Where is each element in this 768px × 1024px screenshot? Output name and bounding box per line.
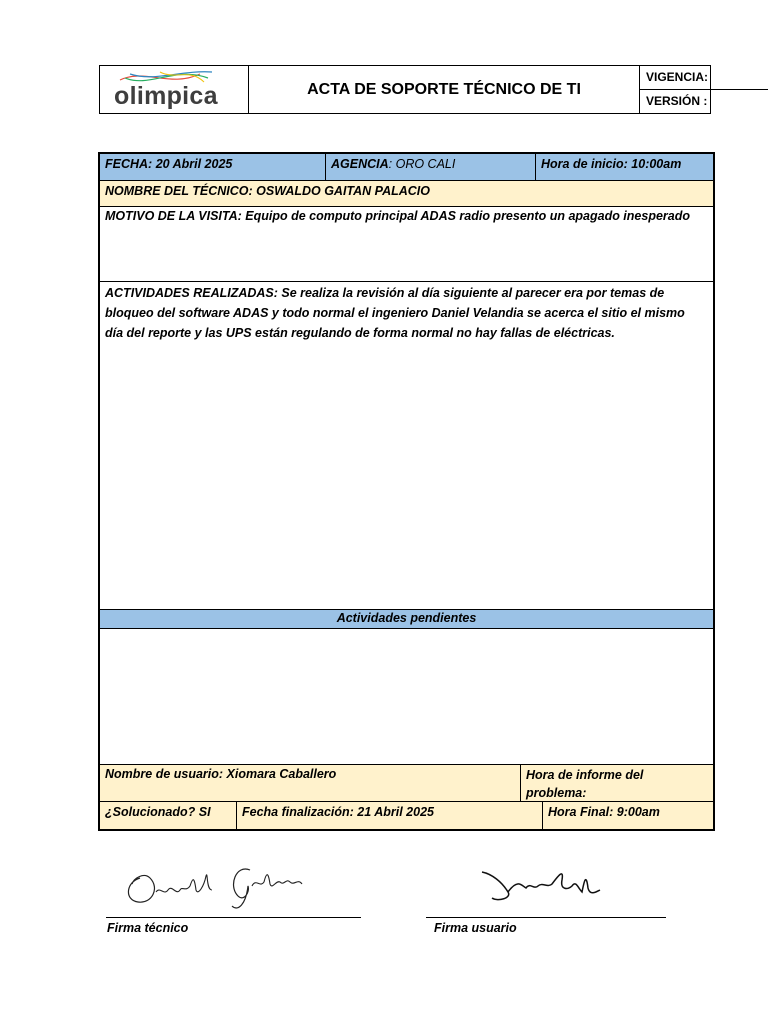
usuario-signature-line xyxy=(426,917,666,918)
vigencia-label: VIGENCIA: xyxy=(640,66,768,90)
hora-final-field: Hora Final: 9:00am xyxy=(542,802,713,829)
agencia-label: AGENCIA xyxy=(331,157,389,171)
usuario-field: Nombre de usuario: Xiomara Caballero xyxy=(100,765,520,802)
firma-tecnico-label: Firma técnico xyxy=(107,921,189,935)
logo-cell xyxy=(100,66,249,113)
motivo-field: MOTIVO DE LA VISITA: Equipo de computo principal ADAS radio presento un apagado inesperado xyxy=(100,207,713,282)
document-title: ACTA DE SOPORTE TÉCNICO DE TI xyxy=(249,66,640,113)
actividades-line: ACTIVIDADES REALIZADAS: Se realiza la revisión al día siguiente al parecer era por temas de xyxy=(105,286,665,300)
pendientes-header: Actividades pendientes xyxy=(100,610,713,629)
pendientes-body xyxy=(100,629,713,765)
actividades-field xyxy=(100,282,713,610)
agencia-field xyxy=(325,154,535,181)
version-label: VERSIÓN : xyxy=(646,94,708,108)
tecnico-signature xyxy=(120,856,320,916)
hora-informe-line: problema: xyxy=(526,786,587,800)
tecnico-field: NOMBRE DEL TÉCNICO: OSWALDO GAITAN PALACIO xyxy=(100,181,713,207)
document-header xyxy=(99,65,711,114)
hora-informe-field xyxy=(520,765,713,802)
actividades-line: bloqueo del software ADAS y todo normal el ingeniero Daniel Velandia se acerca el sitio el mismo xyxy=(105,306,685,320)
tecnico-signature-line xyxy=(106,917,361,918)
actividades-line: día del reporte y las UPS están regulando de forma normal no hay fallas de eléctricas. xyxy=(105,326,615,340)
usuario-signature xyxy=(478,858,608,908)
logo-wordmark: olimpica xyxy=(114,82,218,110)
fecha-finalizacion-field: Fecha finalización: 21 Abril 2025 xyxy=(236,802,542,829)
support-form xyxy=(98,152,715,831)
hora-inicio-field: Hora de inicio: 10:00am xyxy=(535,154,713,181)
hora-informe-line: Hora de informe del xyxy=(526,768,644,782)
fecha-field: FECHA: 20 Abril 2025 xyxy=(100,154,325,181)
firma-usuario-label: Firma usuario xyxy=(434,921,517,935)
solucionado-field: ¿Solucionado? SI xyxy=(100,802,236,829)
agencia-value: : ORO CALI xyxy=(388,157,456,171)
